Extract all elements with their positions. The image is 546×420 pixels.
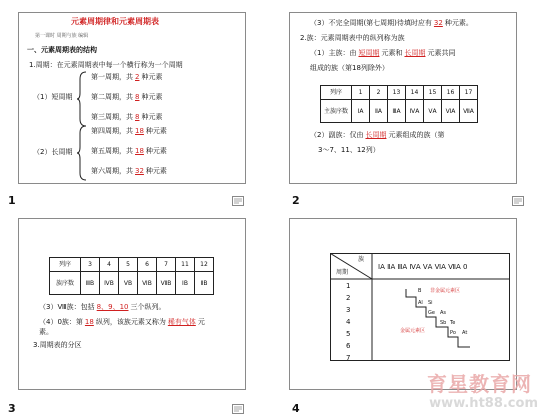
table-cell: 族序数 [50, 272, 81, 295]
period-row: 第六周期，共 32 种元素 [91, 167, 167, 175]
element-symbol: At [462, 330, 468, 336]
table-cell: 主族序数 [321, 100, 352, 123]
table-cell: 1 [352, 86, 370, 100]
table-cell: 16 [442, 86, 460, 100]
long-period-brace [77, 125, 87, 181]
region-heading: 3.周期表的分区 [33, 341, 82, 349]
element-symbol: Sb [440, 320, 447, 326]
table-cell: 5 [119, 258, 138, 272]
diagram-group-header: ⅠA ⅡA ⅢA ⅣA ⅤA ⅥA ⅦA 0 [378, 263, 468, 271]
group-definition: 2.族：元素周期表中的纵列称为族 [300, 34, 405, 42]
slide-number: 2 [292, 194, 300, 207]
period-definition: 1.周期：在元素周期表中每一个横行称为一个周期 [29, 61, 183, 69]
table-cell: 3 [81, 258, 100, 272]
period-row: 第四周期，共 18 种元素 [91, 127, 167, 135]
element-symbol: As [440, 310, 447, 316]
slide-number: 3 [8, 402, 16, 415]
incomplete-period-line: （3）不完全周期(第七周期)待填时应有 32 种元素。 [310, 19, 473, 27]
slide-number: 1 [8, 194, 16, 207]
table-row [321, 100, 478, 123]
table-cell: ⅥA [442, 100, 460, 123]
nonmetal-region-label: 非金属元素区 [430, 288, 461, 294]
notes-icon[interactable] [512, 196, 524, 206]
table-row [50, 258, 214, 272]
period-number: 5 [346, 330, 351, 338]
period-number: 2 [346, 294, 351, 302]
table-cell: 11 [176, 258, 195, 272]
slide-2[interactable] [289, 12, 517, 184]
diagram-corner-group: 族 [358, 256, 365, 263]
period-number: 3 [346, 306, 351, 314]
table-cell: ⅥB [138, 272, 157, 295]
table-cell: ⅠA [352, 100, 370, 123]
group-viii-line: （3）Ⅷ族：包括 8、9、10 三个纵列。 [39, 303, 166, 311]
watermark-url: www.ht88.com [429, 396, 538, 411]
table-cell: ⅤA [424, 100, 442, 123]
table-cell: ⅡA [370, 100, 388, 123]
table-cell: ⅢA [388, 100, 406, 123]
table-cell: ⅢB [81, 272, 100, 295]
element-symbol: Po [450, 330, 456, 336]
slide-1[interactable] [18, 12, 246, 184]
element-symbol: Te [450, 320, 456, 326]
element-symbol: Al [418, 300, 423, 306]
table-cell: ⅠB [176, 272, 195, 295]
element-symbol: Ge [428, 310, 435, 316]
sub-group-line-cont: 3～7、11、12列） [318, 146, 380, 154]
table-cell: 2 [370, 86, 388, 100]
notes-icon[interactable] [232, 196, 244, 206]
main-group-line-cont: 组成的族（第18列除外） [310, 64, 389, 72]
table-cell: ⅤB [119, 272, 138, 295]
period-row: 第一周期，共 2 种元素 [91, 73, 163, 81]
slide-title: 元素周期律和元素周期表 [71, 17, 159, 26]
long-period-label: （2）长周期 [33, 148, 73, 156]
period-number: 7 [346, 354, 351, 362]
table-cell: 14 [406, 86, 424, 100]
table-cell: 6 [138, 258, 157, 272]
element-symbol: Si [428, 300, 433, 306]
group-zero-line: （4）0族：第 18 纵列，该族元素又称为 稀有气体 元 [39, 318, 205, 326]
author-line: 第一课时 周期与族 编辑 [35, 33, 89, 39]
table-row [321, 86, 478, 100]
table-row [50, 272, 214, 295]
section-heading: 一、元素周期表的结构 [27, 46, 97, 54]
table-cell: 列序 [321, 86, 352, 100]
main-group-line: （1）主族：由 短周期 元素和 长周期 元素共同 [310, 49, 456, 57]
table-cell: 列序 [50, 258, 81, 272]
slide-4[interactable] [289, 218, 517, 390]
table-cell: 13 [388, 86, 406, 100]
period-number: 1 [346, 282, 351, 290]
table-cell: 12 [195, 258, 214, 272]
table-cell: 7 [157, 258, 176, 272]
notes-icon[interactable] [232, 404, 244, 414]
table-cell: ⅦA [460, 100, 478, 123]
group-zero-line-cont: 素。 [39, 328, 53, 336]
diagram-corner-period: 周期 [336, 269, 349, 276]
period-row: 第三周期，共 8 种元素 [91, 113, 163, 121]
table-cell: ⅡB [195, 272, 214, 295]
table-cell: 15 [424, 86, 442, 100]
table-cell: ⅣB [100, 272, 119, 295]
slide-number: 4 [292, 402, 300, 415]
table-cell: ⅣA [406, 100, 424, 123]
sub-group-table [49, 257, 214, 295]
period-row: 第二周期，共 8 种元素 [91, 93, 163, 101]
main-group-table [320, 85, 478, 123]
table-cell: 4 [100, 258, 119, 272]
metal-region-label: 金属元素区 [400, 328, 426, 334]
short-period-label: （1）短周期 [33, 93, 73, 101]
period-row: 第五周期，共 18 种元素 [91, 147, 167, 155]
slide-3[interactable] [18, 218, 246, 390]
table-cell: 17 [460, 86, 478, 100]
period-number: 6 [346, 342, 351, 350]
short-period-brace [77, 71, 87, 127]
sub-group-line: （2）副族：仅由 长周期 元素组成的族（第 [310, 131, 445, 139]
element-symbol: B [418, 288, 422, 294]
watermark-logo: 育星教育网 [427, 372, 532, 396]
period-number: 4 [346, 318, 351, 326]
table-cell: ⅦB [157, 272, 176, 295]
